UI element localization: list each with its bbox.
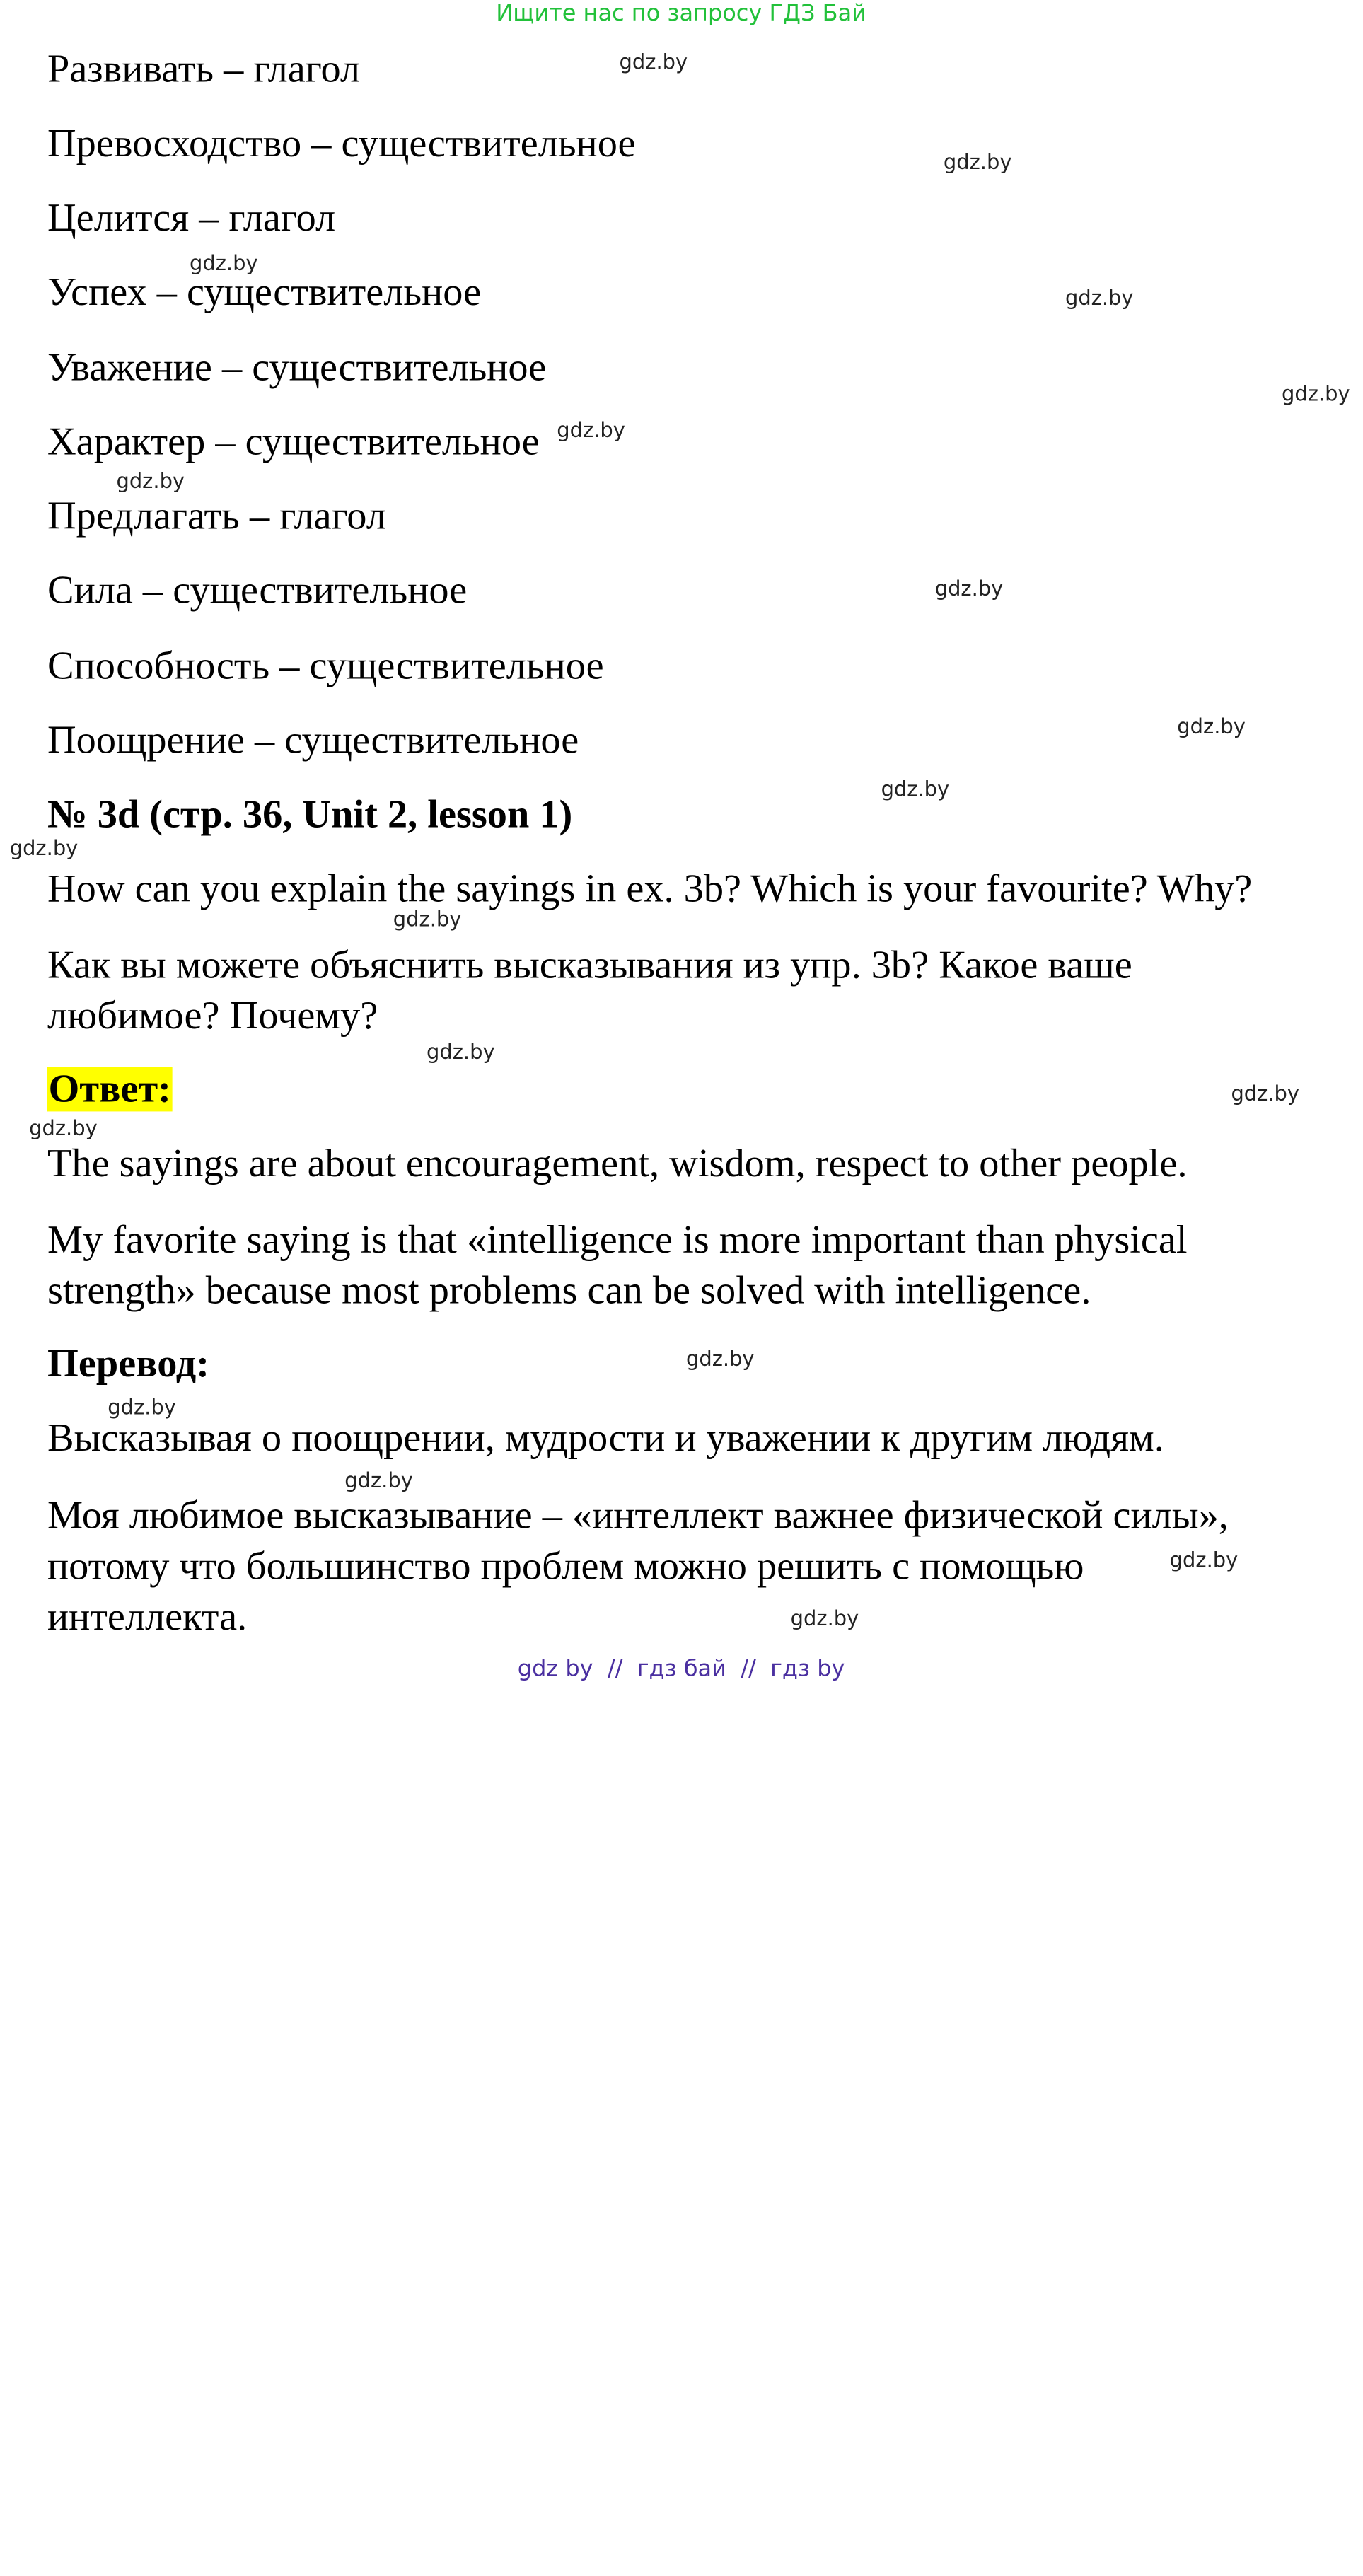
question-english: How can you explain the sayings in ex. 3b? Which is your favourite? Why? <box>47 866 1253 912</box>
watermark: gdz.by <box>108 1396 176 1420</box>
translation-line: потому что большинство проблем можно решить с помощью <box>47 1544 1084 1589</box>
watermark: gdz.by <box>344 1468 413 1493</box>
watermark: gdz.by <box>881 777 950 801</box>
footer-links: gdz by // гдз бай // гдз by <box>517 1655 845 1681</box>
word-list-item: Успех – существительное <box>47 270 482 315</box>
word-list-item: Способность – существительное <box>47 644 604 689</box>
watermark: gdz.by <box>29 1117 98 1141</box>
watermark: gdz.by <box>1065 286 1134 311</box>
watermark: gdz.by <box>943 151 1012 175</box>
watermark: gdz.by <box>685 1347 755 1371</box>
watermark: gdz.by <box>1231 1082 1300 1106</box>
word-list-item: Целится – глагол <box>47 196 336 240</box>
watermark: gdz.by <box>393 907 462 932</box>
translation-paragraph-2 <box>47 1490 1229 1642</box>
question-russian <box>47 940 1132 1041</box>
answer-paragraph-1: The sayings are about encouragement, wisdom, respect to other people. <box>47 1142 1188 1186</box>
word-list-item: Предлагать – глагол <box>47 494 386 539</box>
watermark: gdz.by <box>557 419 625 443</box>
question-russian-line: Как вы можете объяснить высказывания из упр. 3b? Какое ваше <box>47 943 1132 988</box>
watermark: gdz.by <box>1169 1548 1239 1573</box>
word-list-item: Характер – существительное <box>47 419 540 465</box>
answer-line: My favorite saying is that «intelligence is more important than physical <box>47 1218 1188 1263</box>
watermark: gdz.by <box>1177 715 1246 739</box>
translation-paragraph-1: Высказывая о поощрении, мудрости и уважении к другим людям. <box>47 1416 1164 1461</box>
word-list-item: Сила – существительное <box>47 568 468 613</box>
watermark: gdz.by <box>619 50 688 75</box>
top-banner: Ищите нас по запросу ГДЗ Бай <box>496 0 866 26</box>
answer-label: Ответ: <box>48 1067 171 1112</box>
exercise-heading: № 3d (стр. 36, Unit 2, lesson 1) <box>47 792 573 837</box>
watermark: gdz.by <box>189 252 258 276</box>
question-russian-line: любимое? Почему? <box>47 994 378 1038</box>
translation-heading: Перевод: <box>47 1342 210 1386</box>
watermark: gdz.by <box>934 577 1004 601</box>
watermark: gdz.by <box>790 1606 859 1631</box>
watermark: gdz.by <box>426 1040 495 1064</box>
word-list-item: Превосходство – существительное <box>47 122 636 166</box>
answer-heading <box>47 1067 172 1113</box>
watermark: gdz.by <box>116 469 185 494</box>
translation-line: Моя любимое высказывание – «интеллект важнее физической силы», <box>47 1493 1229 1538</box>
translation-line: интеллекта. <box>47 1595 248 1640</box>
word-list-item: Поощрение – существительное <box>47 718 579 763</box>
word-list-item: Уважение – существительное <box>47 345 547 390</box>
word-list-item: Развивать – глагол <box>47 47 361 92</box>
answer-paragraph-2 <box>47 1215 1188 1316</box>
watermark: gdz.by <box>9 837 79 861</box>
answer-line: strength» because most problems can be solved with intelligence. <box>47 1268 1091 1313</box>
watermark: gdz.by <box>1282 382 1350 407</box>
